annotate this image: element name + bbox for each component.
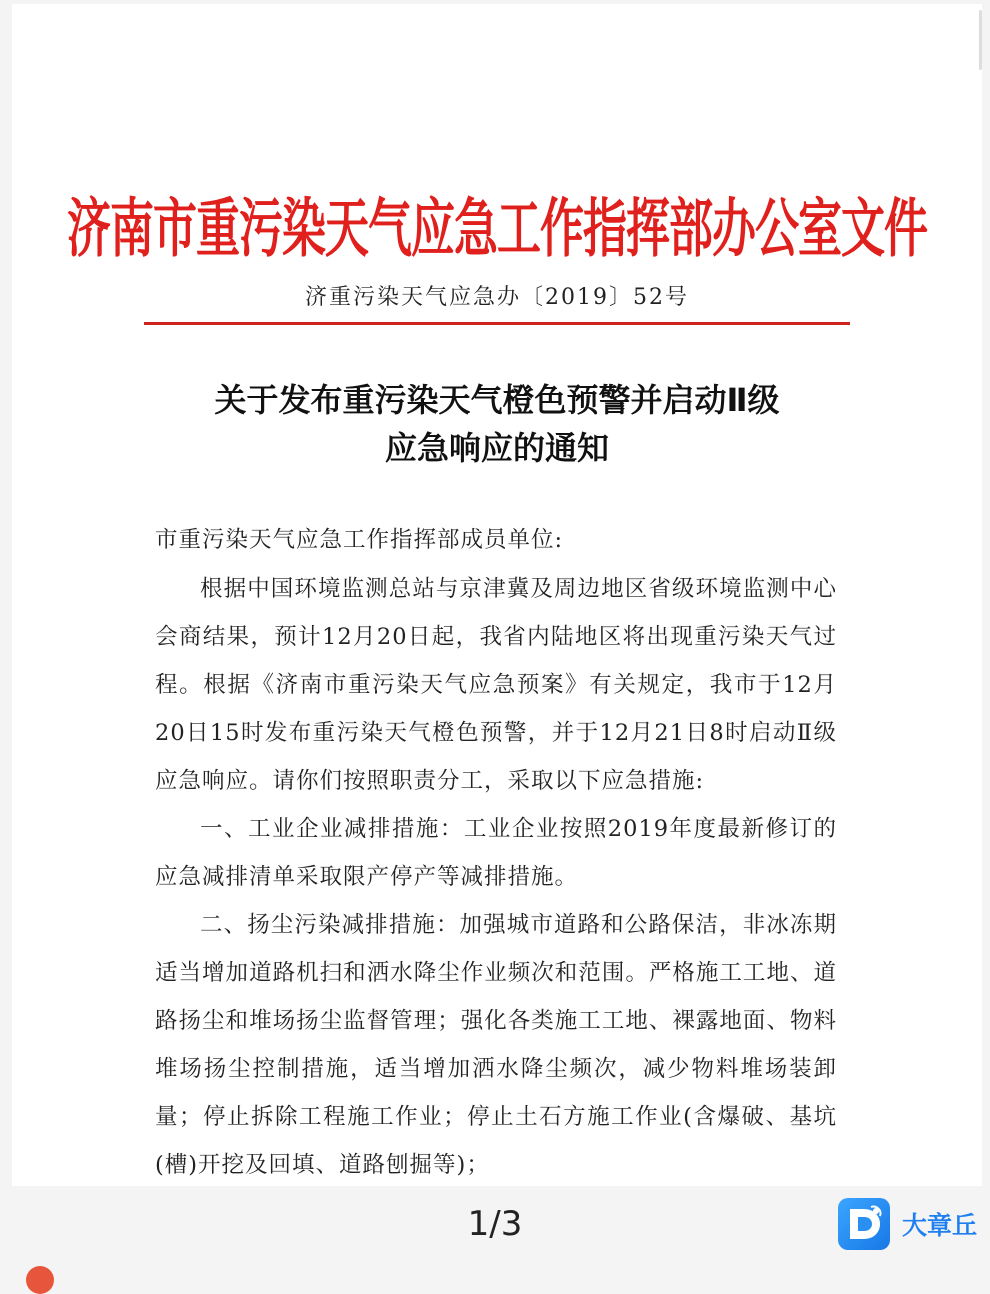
notice-title [12,376,982,472]
salutation: 市重污染天气应急工作指挥部成员单位: [155,527,564,553]
notice-title-line2: 应急响应的通知 [384,429,609,467]
brand-name: 大章丘 [902,1211,978,1240]
red-divider [144,322,850,325]
document-body [155,516,837,1186]
paragraph-1: 根据中国环境监测总站与京津冀及周边地区省级环境监测中心会商结果，预计12月20日起，我省内陆地区将出现重污染天气过程。根据《济南市重污染天气应急预案》有关规定，我市于12月20日15时发布重污染天气橙色预警，并于12月21日8时启动Ⅱ级应急响应。请你们按照职责分工，采取以下应急措施: [155,576,837,794]
brand-watermark[interactable] [838,1198,977,1250]
notice-title-line1: 关于发布重污染天气橙色预警并启动Ⅱ级 [214,381,780,419]
d-logo-icon [838,1198,890,1250]
document-header-title: 济南市重污染天气应急工作指挥部办公室文件 [67,192,927,267]
page-indicator: 1/3 [467,1204,523,1244]
document-number: 济重污染天气应急办〔2019〕52号 [305,285,689,310]
paragraph-2: 一、工业企业减排措施：工业企业按照2019年度最新修订的应急减排清单采取限产停产等减排措施。 [155,816,837,890]
scrollbar[interactable] [979,10,982,70]
paragraph-3: 二、扬尘污染减排措施：加强城市道路和公路保洁，非冰冻期适当增加道路机扫和洒水降尘作业频次和范围。严格施工工地、道路扬尘和堆场扬尘监督管理；强化各类施工工地、裸露地面、物料堆场扬尘控制措施，适当增加洒水降尘频次，减少物料堆场装卸量；停止拆除工程施工作业；停止土石方施工作业(含爆破、基坑(槽)开挖及回填、道路刨掘等)； [155,912,837,1178]
document-page[interactable] [12,4,982,1186]
floating-action-dot[interactable] [26,1266,54,1294]
